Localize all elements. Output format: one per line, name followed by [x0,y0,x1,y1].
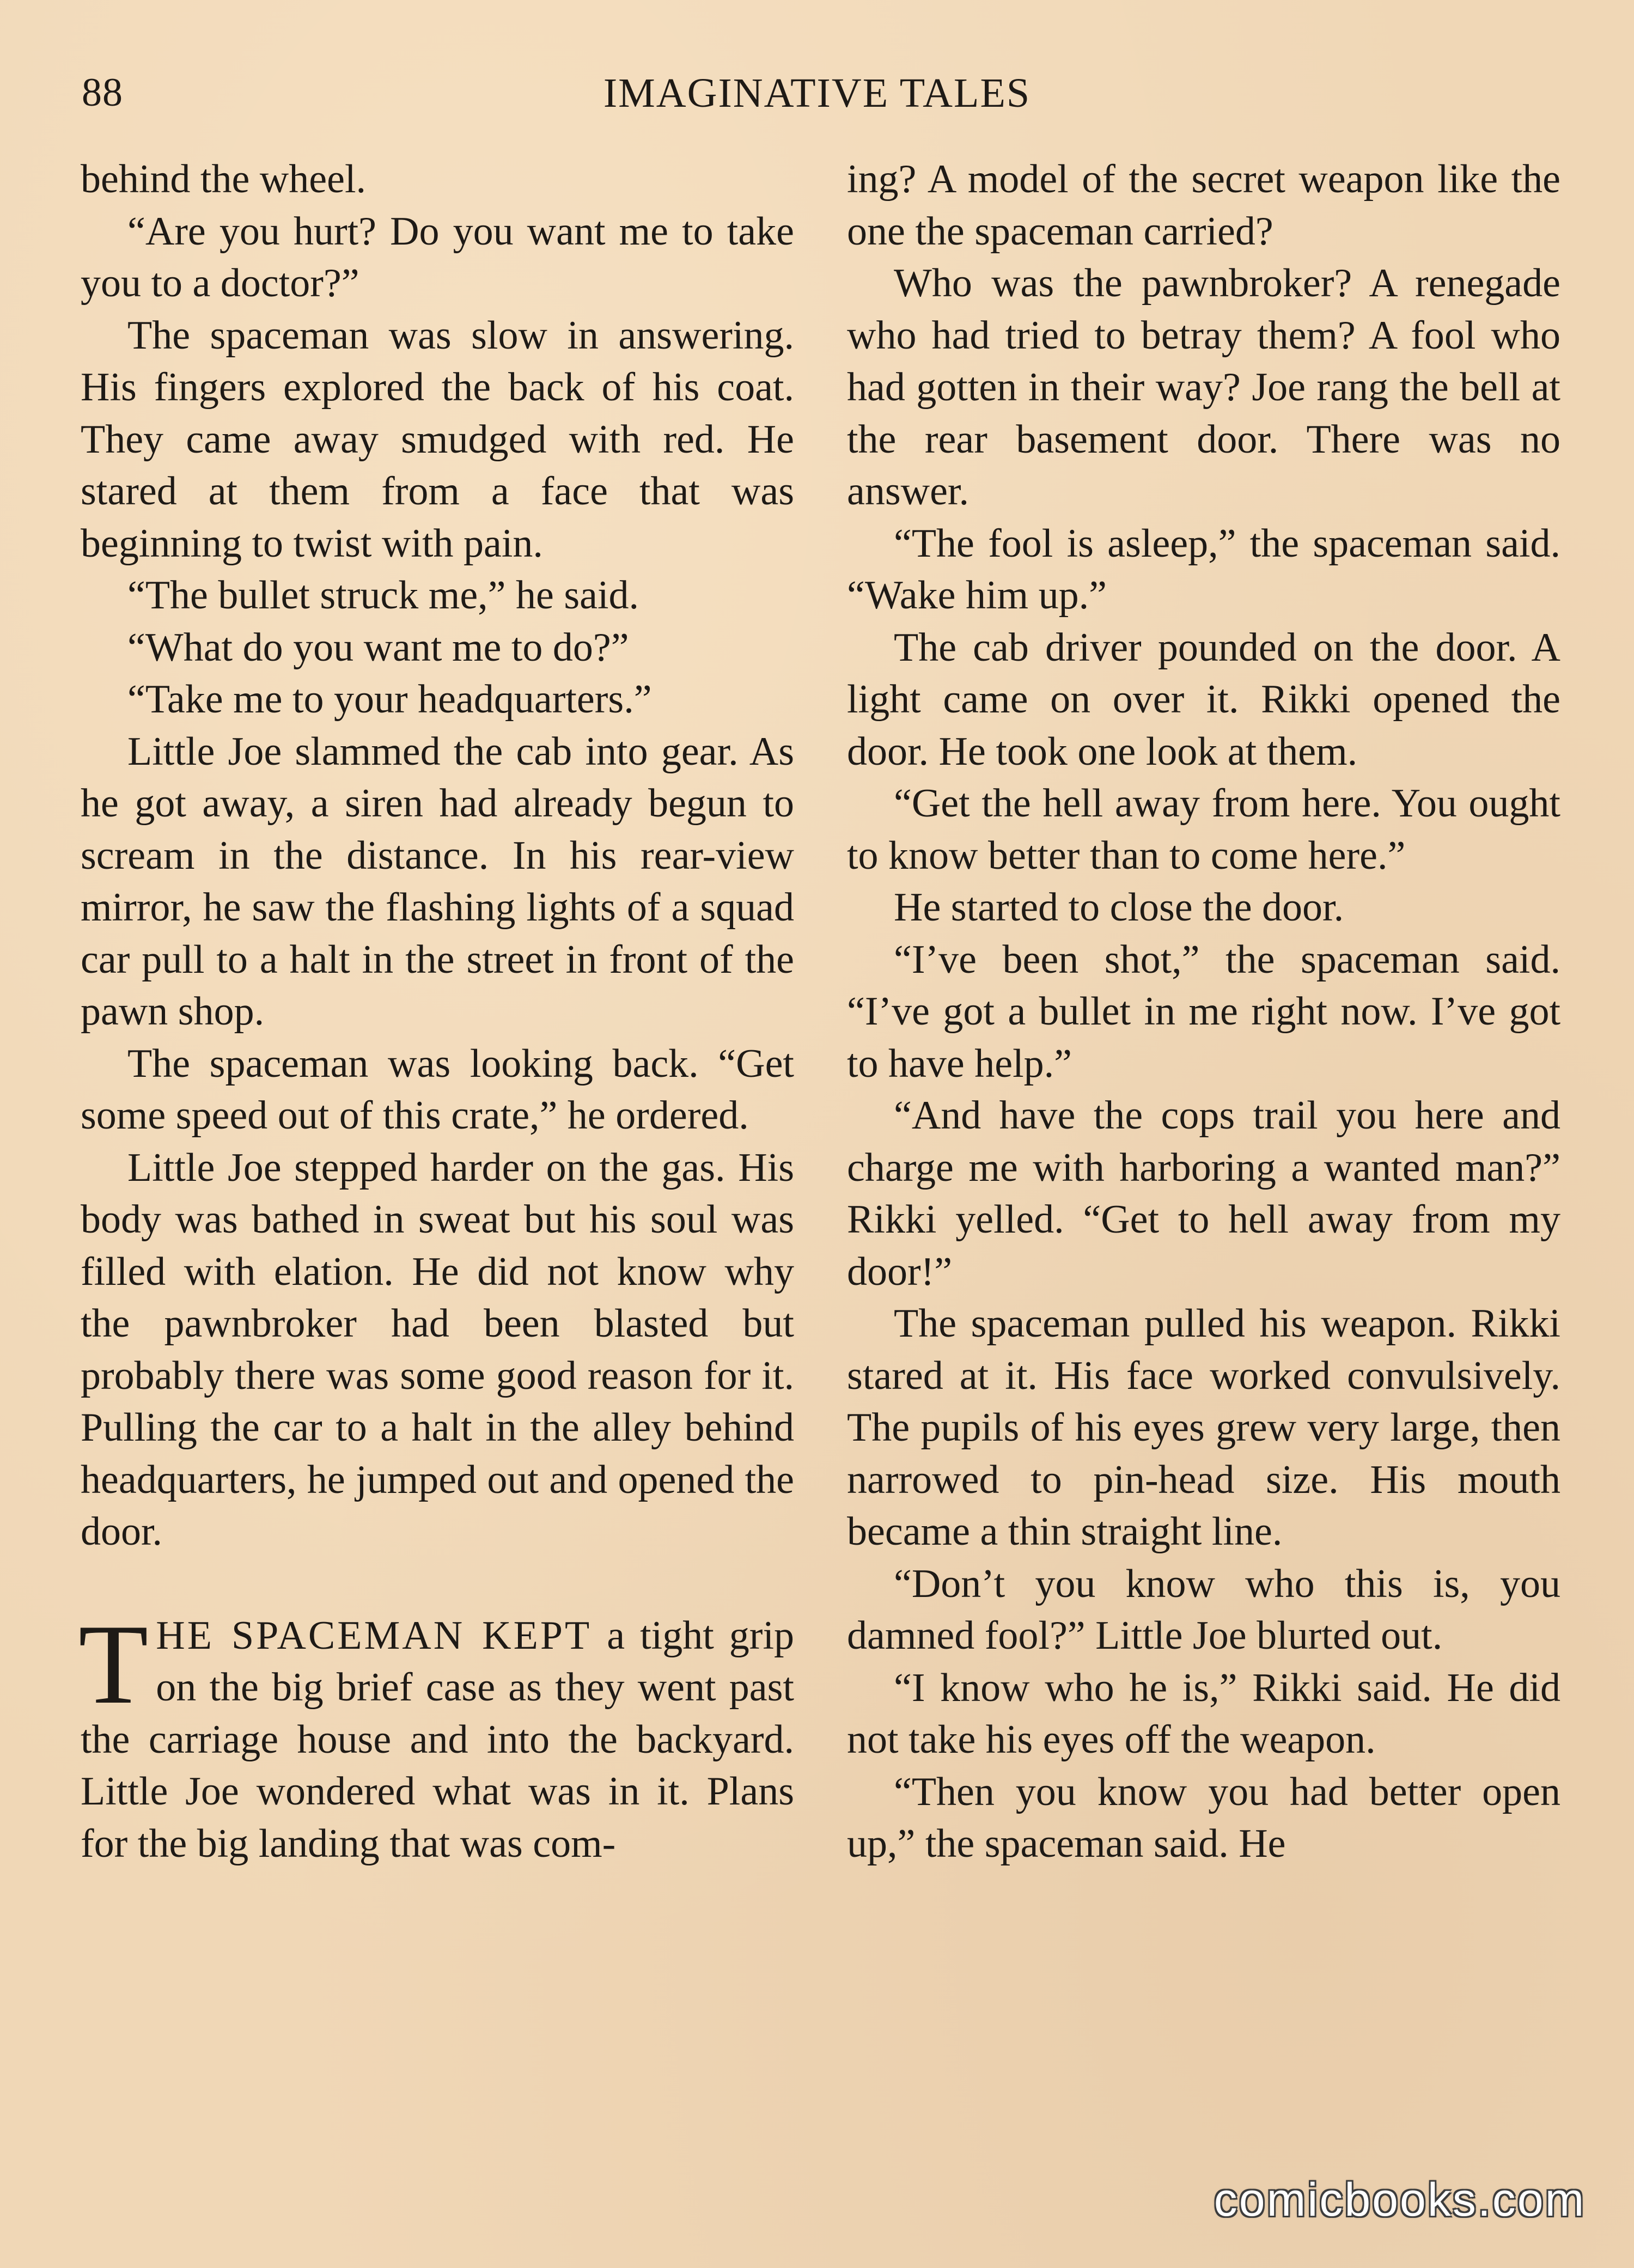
paragraph: He started to close the door. [894,885,1344,930]
section-text: a tight grip on the big brief case as they went past the carriage house and into the backyard. Little Joe wondered what was in it. Plans for the big landing that was com- [81,1613,794,1866]
paragraph: “Then you know you had better open up,” the spaceman said. He [847,1769,1560,1866]
paragraph: “I’ve been shot,” the spaceman said. “I’ve got a bullet in me right now. I’ve got to have help.” [847,937,1560,1086]
paragraph: “The bullet struck me,” he said. [127,573,639,618]
section-smallcaps-lead: HE SPACEMAN KEPT [156,1613,592,1658]
page-header [76,65,1558,125]
paragraph: “What do you want me to do?” [127,625,629,670]
paragraph: Little Joe slammed the cab into gear. As he got away, a siren had already begun to scream in the distance. In his rear-view mirror, he saw the flashing lights of a squad car pull to a halt in the street in front of the pawn shop. [81,729,794,1034]
drop-cap: T [78,1601,149,1728]
paragraph: ing? A model of the secret weapon like the one the spaceman carried? [847,157,1560,254]
running-title: IMAGINATIVE TALES [603,70,1031,116]
watermark: comicbooks.com [1214,2174,1586,2226]
section-opening-paragraph [78,1601,794,1870]
paragraph: “Take me to your headquarters.” [127,677,652,722]
paragraph: The spaceman was slow in answering. His fingers explored the back of his coat. They came away smudged with red. He stared at them from a face that was beginning to twist with pain. [81,313,794,566]
left-column [78,154,794,1870]
paragraph: The cab driver pounded on the door. A light came on over it. Rikki opened the door. He took one look at them. [847,625,1560,774]
paragraph: Little Joe stepped harder on the gas. His body was bathed in sweat but his soul was filled with elation. He did not know why the pawnbroker had been blasted but probably there was some good reason for it. Pulling the car to a halt in the alley behind headquarters, he jumped out and opened the door. [81,1145,794,1554]
paragraph: The spaceman was looking back. “Get some speed out of this crate,” he ordered. [81,1041,794,1138]
paragraph: “The fool is asleep,” the spaceman said. “Wake him up.” [847,521,1560,618]
right-column [847,154,1560,1870]
page-number: 88 [82,70,123,115]
paragraph: “Are you hurt? Do you want me to take you to a doctor?” [81,209,794,306]
paragraph: The spaceman pulled his weapon. Rikki stared at it. His face worked convulsively. The pupils of his eyes grew very large, then narrowed to pin-head size. His mouth became a thin straight line. [847,1301,1560,1554]
paragraph: “Get the hell away from here. You ought to know better than to come here.” [847,781,1560,878]
paragraph: “Don’t you know who this is, you damned fool?” Little Joe blurted out. [847,1561,1560,1658]
paragraph: Who was the pawnbroker? A renegade who had tried to betray them? A fool who had gotten in their way? Joe rang the bell at the rear basement door. There was no answer. [847,261,1560,514]
paragraph: behind the wheel. [81,157,366,202]
paragraph: “And have the cops trail you here and charge me with harboring a wanted man?” Rikki yelled. “Get to hell away from my door!” [847,1093,1560,1294]
paragraph: “I know who he is,” Rikki said. He did not take his eyes off the weapon. [847,1665,1560,1762]
section-break [81,1558,794,1610]
